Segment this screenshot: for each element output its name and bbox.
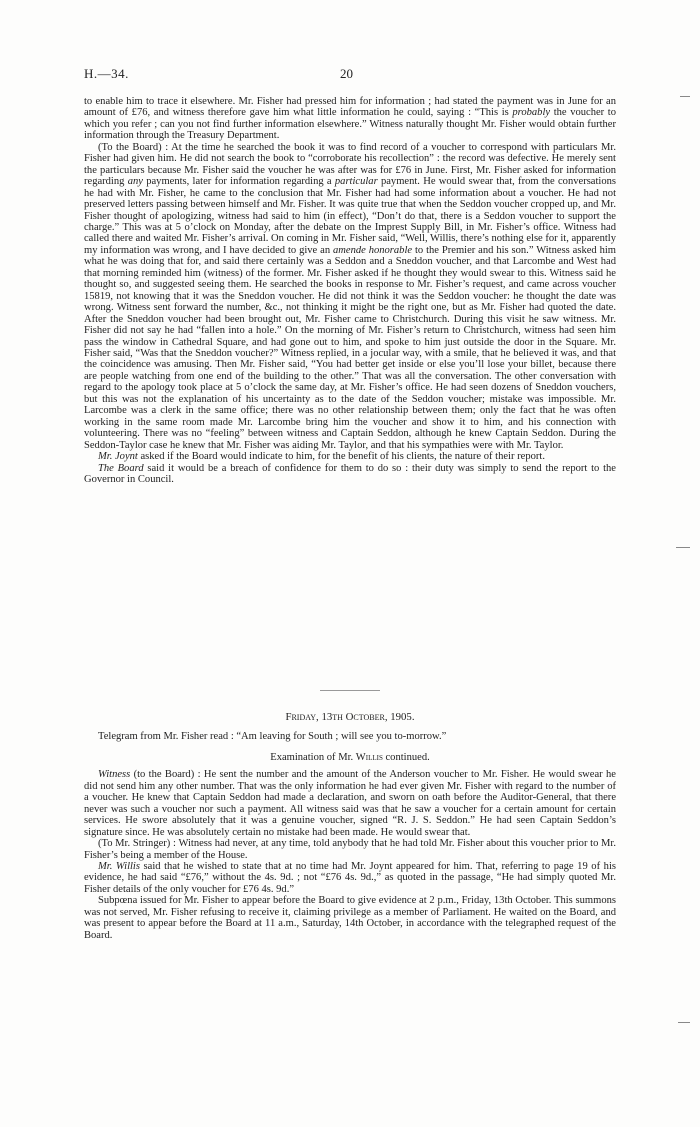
session-date: Friday, 13th October, 1905. — [285, 711, 415, 723]
telegram-line: Telegram from Mr. Fisher read : “Am leaving for South ; will see you to-morrow.” — [98, 731, 447, 743]
paragraph: The Board said it would be a breach of confidence for them to do so : their duty was simply to send the report to the Governor in Council. — [84, 462, 616, 485]
examination-heading: Examination of Mr. Willis continued. — [270, 751, 430, 763]
margin-mark — [676, 547, 690, 548]
paragraph: Mr. Joynt asked if the Board would indicate to him, for the benefit of his clients, the nature of their report. — [98, 451, 545, 463]
paragraph: Mr. Willis said that he wished to state that at no time had Mr. Joynt appeared for him. That, referring to page 19 of his evidence, he had said “£76,” without the 4s. 9d. ; not “£76 4s. 9d.,” as quoted in the passage, “He had simply quoted Mr. Fisher details of the only voucher for £76 4s. 9d.” — [84, 860, 616, 895]
paragraph: (To Mr. Stringer) : Witness had never, at any time, told anybody that he had told Mr. Fisher about this voucher prior to Mr. Fisher’s being a member of the House. — [84, 838, 616, 861]
session-section — [84, 712, 616, 941]
margin-mark — [680, 96, 690, 97]
paragraph: Witness (to the Board) : He sent the number and the amount of the Anderson voucher to Mr. Fisher. He would swear he did not send him any other number. That was the only information he had ever given Mr. Fisher with regard to the number of a voucher. He knew that Captain Seddon had made a declaration, and sworn on oath before the Auditor-General, that there never was such a voucher nor such a payment. All witness said was that he saw a voucher for a certain amount for certain services. He swore absolutely that it was a genuine voucher, signed “R. J. S. Seddon.” He had seen Captain Seddon’s signature since. He was absolutely certain no mistake had been made. He would swear that. — [84, 769, 616, 838]
paragraph: (To the Board) : At the time he searched the book it was to find record of a voucher to correspond with particulars Mr. Fisher had given him. He did not search the book to “corroborate his recollection” : the record was defective. He merely sent the particulars because Mr. Fisher said the voucher he was after was for £76 in June. First, Mr. Fisher asked for information regarding any payments, later for information regarding a particular payment. He would swear that, from the conversations he had with Mr. Fisher, he came to the conclusion that Mr. Fisher had had some information about a voucher. He had not preserved letters passing between himself and Mr. Fisher. It was quite true that when the Seddon voucher cropped up, and Mr. Fisher thought of apologizing, witness had said to him (in effect), “Don’t do that, there is a Seddon voucher to support the charge.” This was at 5 o’clock on Monday, after the debate on the Imprest Supply Bill, in Mr. Fisher’s office. Witness had called there and waited Mr. Fisher’s arrival. On coming in Mr. Fisher said, “Well, Willis, there’s nothing else for it, apparently my information was wrong, and I have decided to give an amende honorable to the Premier and his son.” Witness asked him what he was doing that for, and said there certainly was a Seddon and a Sneddon voucher, and that Larcombe and West had that morning reminded him (witness) of the former. Mr. Fisher asked if he thought they would swear to this. Witness said he thought so, and suggested seeing them. He searched the books in response to Mr. Fisher’s request, and came across voucher 15819, not knowing that it was the Sneddon voucher. He did not think it was the Seddon voucher: he thought the date was wrong. Witness sent forward the number, &c., not thinking it might be the right one, but as Mr. Fisher had quoted the date. After the Sneddon voucher had been brought out, Mr. Fisher came to Christchurch. During this visit he saw witness. Mr. Fisher did not say he had “fallen into a hole.” On the morning of Mr. Fisher’s return to Christchurch, witness had seen him pass the window in Cathedral Square, and had gone out to him, and spoke to him just outside the door in the Square. Mr. Fisher said, “Was that the Sneddon voucher?” Witness replied, in a jocular way, with a smile, that he believed it was, and that the coincidence was amusing. Then Mr. Fisher said, “You had better get inside or else you’ll lose your billet, because there are people watching from one end of the building to the other.” That was all the conversation. The other conversation with regard to the apology took place at 5 o’clock the same day, at Mr. Fisher’s office. He had seen dozens of Sneddon vouchers, but this was not the explanation of his uncertainty as to the date of the Seddon voucher; mistake was impossible. Mr. Larcombe was a clerk in the same office; there was no other relationship between them; only the fact that he was often working in the same room made Mr. Larcombe bring him the voucher and show it to him, and his connection with volunteering. There was no “feeling” between witness and Captain Seddon, although he knew Captain Seddon. During the Seddon-Taylor case he knew that Mr. Fisher was aiding Mr. Taylor, and that his sympathies were with Mr. Taylor. — [84, 141, 617, 451]
paragraph: Subpœna issued for Mr. Fisher to appear before the Board to give evidence at 2 p.m., Friday, 13th October. This summons was not served, Mr. Fisher refusing to receive it, claiming privilege as a member of Parliament. He waited on the Board, and was present to appear before the Board at 11 a.m., Saturday, 14th October, in accordance with the telegraphed request of the Board. — [84, 895, 616, 941]
margin-mark — [678, 1022, 690, 1023]
page-number: 20 — [340, 66, 353, 81]
paragraph: to enable him to trace it elsewhere. Mr. Fisher had pressed him for information ; had stated the payment was in June for an amount of £76, and witness therefore gave him what little information he could, saying : “This is probably the voucher to which you refer ; can you not find further information elsewhere.” Witness naturally thought Mr. Fisher would obtain further information through the Treasury Department. — [84, 96, 616, 142]
testimony-body — [84, 96, 616, 485]
section-divider — [320, 690, 380, 691]
report-reference: H.—34. — [84, 66, 129, 81]
